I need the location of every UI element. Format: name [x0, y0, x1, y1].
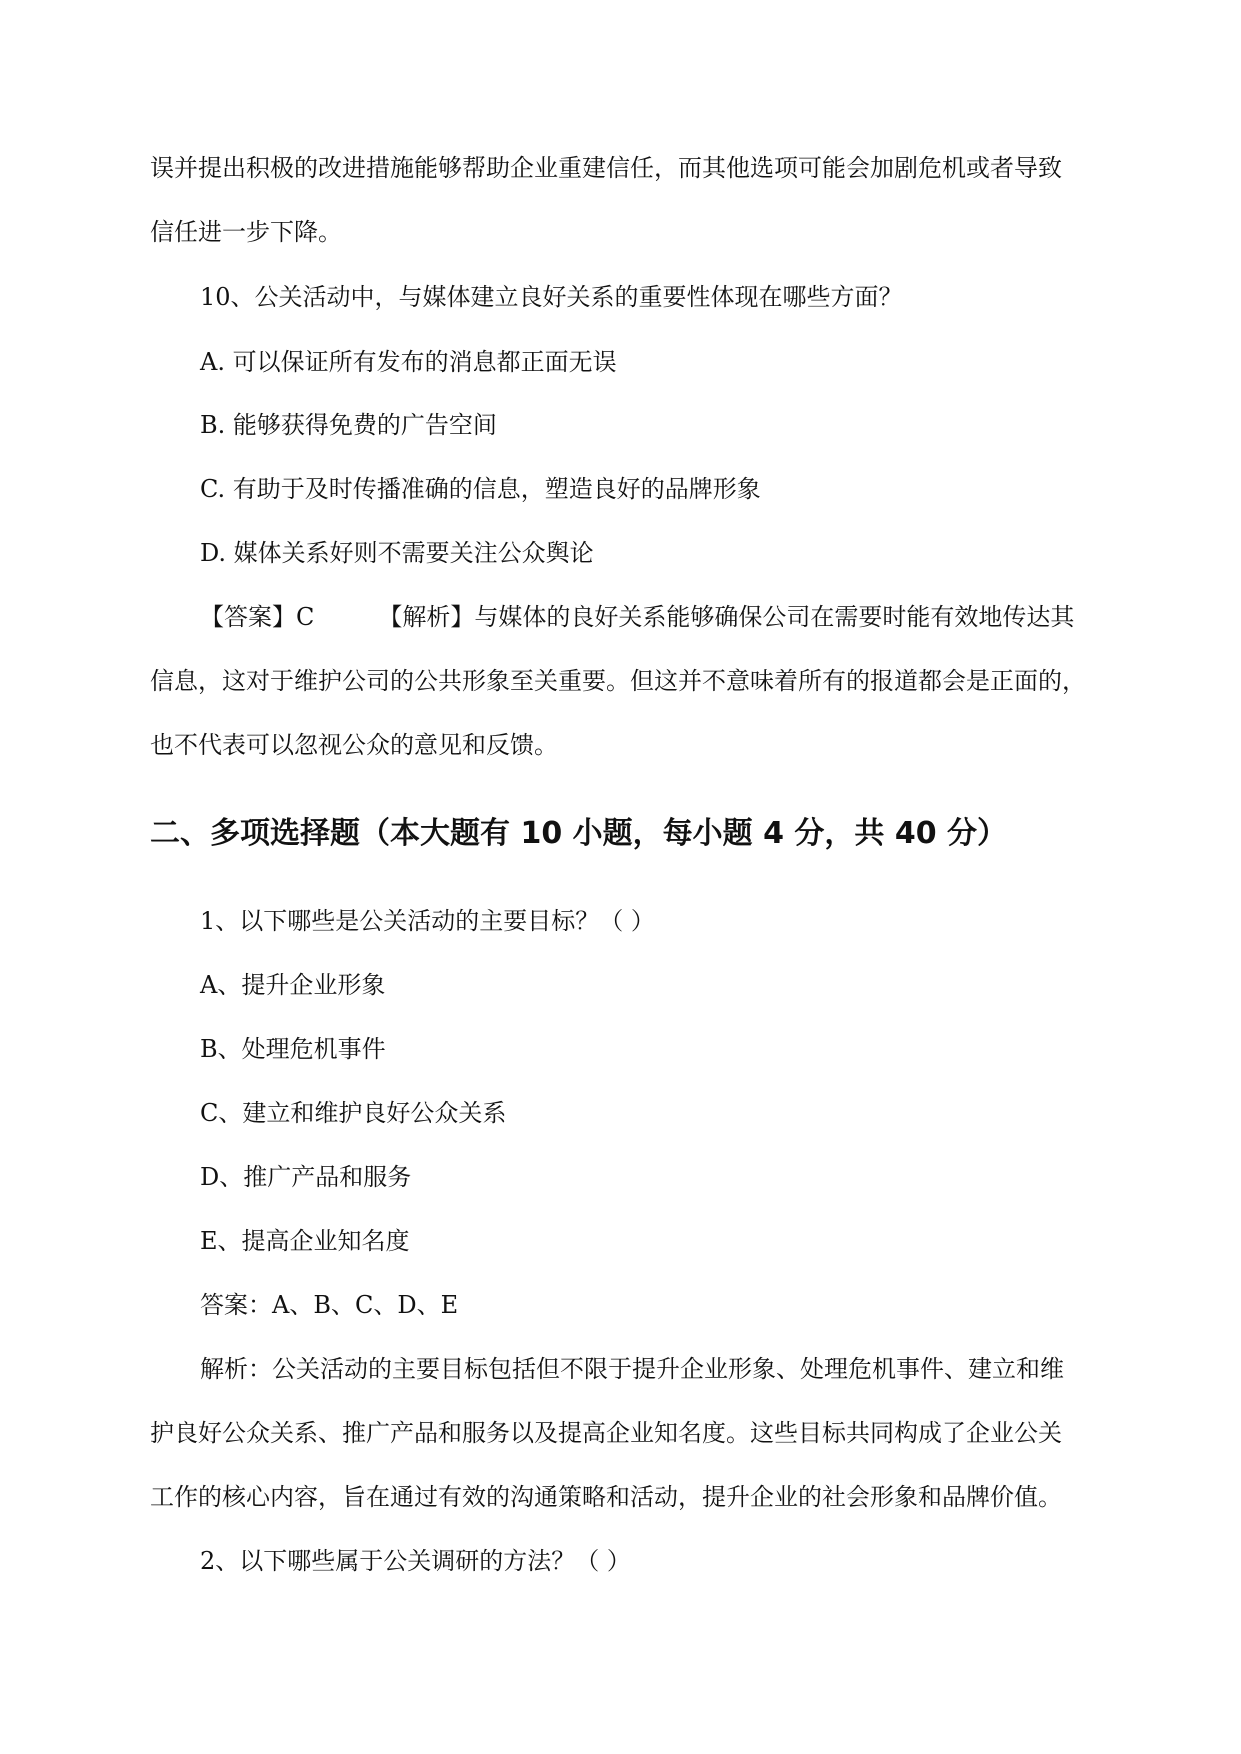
option-b: B、处理危机事件: [200, 1035, 386, 1063]
paragraph-line: 信任进一步下降。: [150, 218, 342, 246]
option-b: B. 能够获得免费的广告空间: [200, 411, 497, 439]
option-d: D. 媒体关系好则不需要关注公众舆论: [200, 539, 594, 567]
question-10: 10、公关活动中，与媒体建立良好关系的重要性体现在哪些方面？: [200, 283, 903, 311]
option-c: C. 有助于及时传播准确的信息，塑造良好的品牌形象: [200, 475, 761, 503]
option-c: C、建立和维护良好公众关系: [200, 1099, 507, 1127]
paragraph-line: 误并提出积极的改进措施能够帮助企业重建信任，而其他选项可能会加剧危机或者导致: [150, 154, 1062, 182]
analysis-line: 工作的核心内容，旨在通过有效的沟通策略和活动，提升企业的社会形象和品牌价值。: [150, 1483, 1062, 1511]
option-e: E、提高企业知名度: [200, 1227, 410, 1255]
option-d: D、推广产品和服务: [200, 1163, 412, 1191]
section-heading: 二、多项选择题（本大题有 10 小题，每小题 4 分，共 40 分）: [150, 816, 1008, 851]
answer-label: 【答案】C: [200, 603, 315, 631]
answer-label: 答案：A、B、C、D、E: [200, 1291, 459, 1319]
analysis-line: 解析：公关活动的主要目标包括但不限于提升企业形象、处理危机事件、建立和维: [200, 1355, 1064, 1383]
question-1: 1、以下哪些是公关活动的主要目标？（ ）: [200, 907, 655, 935]
question-2: 2、以下哪些属于公关调研的方法？（ ）: [200, 1547, 631, 1575]
analysis-line: 信息，这对于维护公司的公共形象至关重要。但这并不意味着所有的报道都会是正面的，: [150, 667, 1086, 695]
analysis-text: 【解析】与媒体的良好关系能够确保公司在需要时能有效地传达其: [378, 603, 1075, 631]
analysis-line: 护良好公众关系、推广产品和服务以及提高企业知名度。这些目标共同构成了企业公关: [150, 1419, 1062, 1447]
option-a: A、提升企业形象: [200, 971, 386, 999]
option-a: A. 可以保证所有发布的消息都正面无误: [200, 348, 617, 376]
answer-analysis-line: [200, 601, 1074, 633]
analysis-line: 也不代表可以忽视公众的意见和反馈。: [150, 731, 558, 759]
